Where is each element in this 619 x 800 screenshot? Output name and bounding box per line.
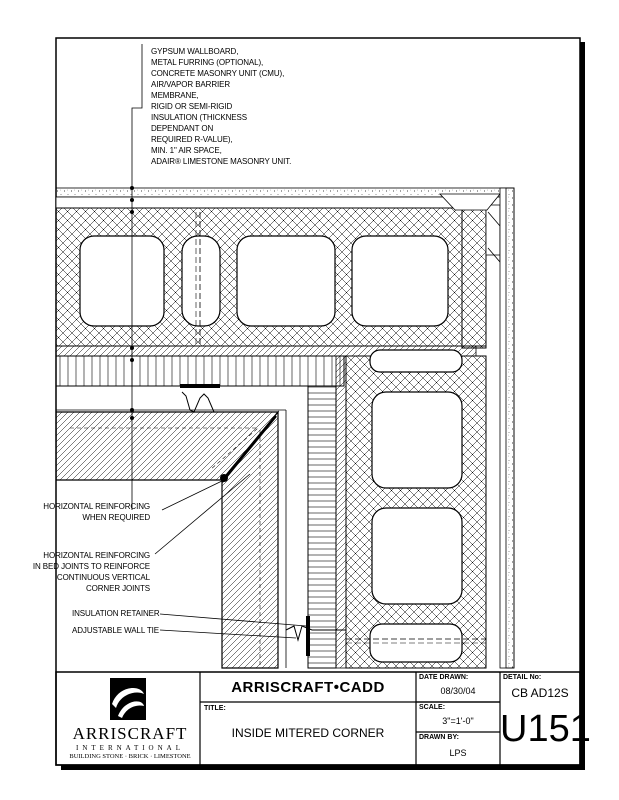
logo-tagline: BUILDING STONE · BRICK · LIMESTONE — [69, 753, 191, 760]
drawn-value: LPS — [449, 748, 467, 758]
logo-sub: INTERNATIONAL — [76, 744, 184, 752]
insulation-retainer-note: INSULATION RETAINER — [72, 609, 160, 618]
layers-note: GYPSUM WALLBOARD, METAL FURRING (OPTIONAL), CONCRETE MASONRY UNIT (CMU), AIR/VAPOR BARRIER MEMBRANE, RIGID OR SEMI-RIGID INSULATION (THICKNESS DEPENDANT ON REQUIRED R-VALUE), MIN. 1" AIR SPACE, ADAIR® LIMESTONE MASONRY UNIT. — [151, 47, 292, 166]
logo-name: ARRISCRAFT — [72, 724, 188, 743]
drawing-title: INSIDE MITERED CORNER — [231, 726, 385, 740]
drawn-label: DRAWN BY: — [419, 734, 459, 741]
arriscraft-logo-icon — [110, 678, 146, 720]
reinforcing-bed-joints-note: HORIZONTAL REINFORCING IN BED JOINTS TO REINFORCE CONTINUOUS VERTICAL CORNER JOINTS — [32, 551, 150, 593]
detail-number: U151 — [500, 708, 591, 750]
insulation-horizontal — [56, 356, 344, 386]
brand-title: ARRISCRAFT•CADD — [231, 679, 385, 696]
detail-code: CB AD12S — [511, 686, 569, 700]
cmu-corner — [462, 208, 486, 348]
adjustable-tie-note: ADJUSTABLE WALL TIE — [72, 626, 160, 635]
date-value: 08/30/04 — [440, 686, 476, 696]
reinforcing-when-required-note: HORIZONTAL REINFORCING WHEN REQUIRED — [43, 502, 150, 522]
date-label: DATE DRAWN: — [419, 674, 469, 681]
scale-value: 3"=1'-0" — [442, 716, 474, 726]
insulation-vertical — [308, 386, 336, 668]
title-label: TITLE: — [204, 705, 226, 712]
detail-label: DETAIL No: — [503, 674, 542, 681]
scale-label: SCALE: — [419, 704, 446, 711]
